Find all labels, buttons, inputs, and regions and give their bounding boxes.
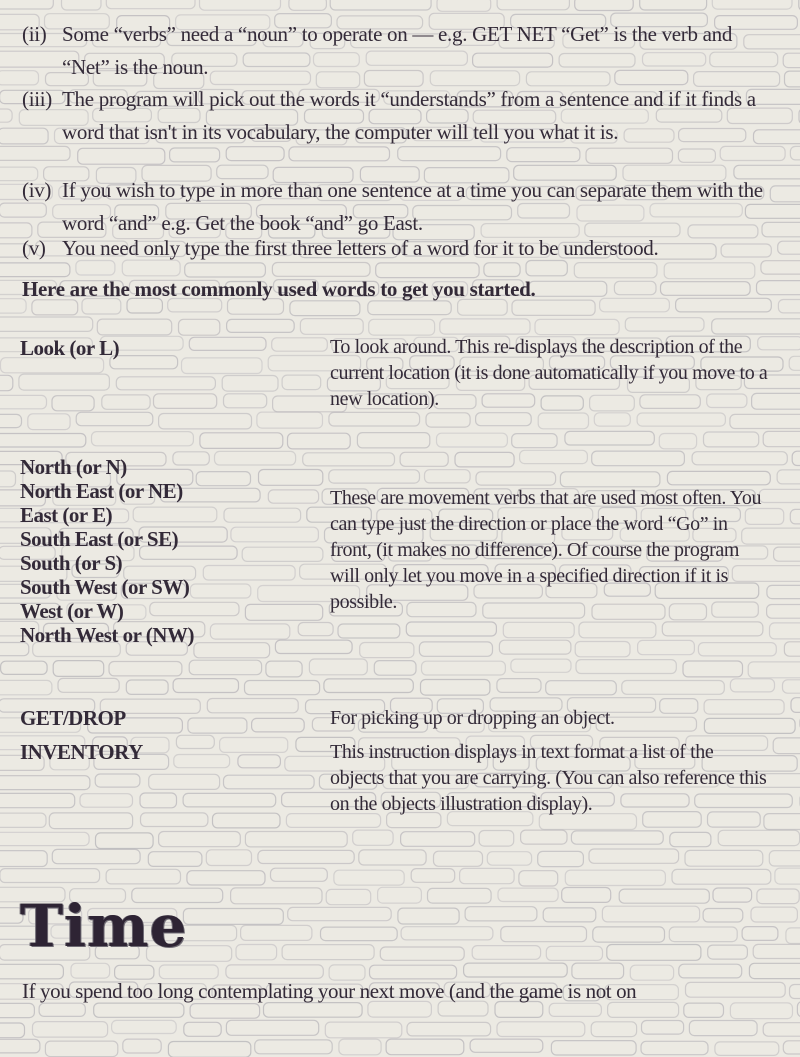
time-section-text: If you spend too long contemplating your next move (and the game is not on xyxy=(22,979,637,1003)
rule-text: The program will pick out the words it “understands” from a sentence and if it finds a word that isn't in its vocabulary, the computer will tell you what it is. xyxy=(62,87,756,144)
command-getdrop: GET/DROP xyxy=(20,706,126,730)
rule-number: (v) xyxy=(22,236,46,260)
rule-iii xyxy=(22,83,782,149)
command-getdrop-desc: For picking up or dropping an object. xyxy=(330,707,615,729)
rule-number: (iii) xyxy=(22,87,52,111)
command-north: North (or N) xyxy=(20,455,127,479)
rule-v xyxy=(22,232,782,265)
rule-iv xyxy=(22,174,782,240)
command-look: Look (or L) xyxy=(20,336,120,360)
command-north-east: North East (or NE) xyxy=(20,479,183,503)
direction-commands-desc: These are movement verbs that are used most often. You can type just the direction or place the word “Go” in front, (it makes no difference). Of course the program will only let you move in a specified direction if it is possible. xyxy=(330,487,762,613)
command-south-west: South West (or SW) xyxy=(20,575,190,599)
commands-heading: Here are the most commonly used words to get you started. xyxy=(22,277,536,301)
command-south-east: South East (or SE) xyxy=(20,527,179,551)
rule-text: Some “verbs” need a “noun” to operate on — e.g. GET NET “Get” is the verb and “Net” is the noun. xyxy=(62,22,733,79)
rule-text: You need only type the first three letters of a word for it to be understood. xyxy=(62,236,659,260)
command-west: West (or W) xyxy=(20,599,124,623)
command-east: East (or E) xyxy=(20,503,113,527)
rule-number: (ii) xyxy=(22,22,47,46)
time-section-title: Time xyxy=(20,892,188,960)
command-south: South (or S) xyxy=(20,551,123,575)
rule-text: If you wish to type in more than one sentence at a time you can separate them with the word “and” e.g. Get the book “and” go East. xyxy=(62,178,763,235)
command-inventory-desc: This instruction displays in text format a list of the objects that you are carrying. (You can also reference this on the objects illustration display). xyxy=(330,741,767,815)
direction-commands xyxy=(20,455,194,647)
rule-number: (iv) xyxy=(22,178,52,202)
command-look-desc: To look around. This re-displays the description of the current location (it is done automatically if you move to a new location). xyxy=(330,336,768,410)
command-north-west: North West or (NW) xyxy=(20,623,194,647)
command-inventory: INVENTORY xyxy=(20,740,143,764)
rule-ii xyxy=(22,18,782,84)
